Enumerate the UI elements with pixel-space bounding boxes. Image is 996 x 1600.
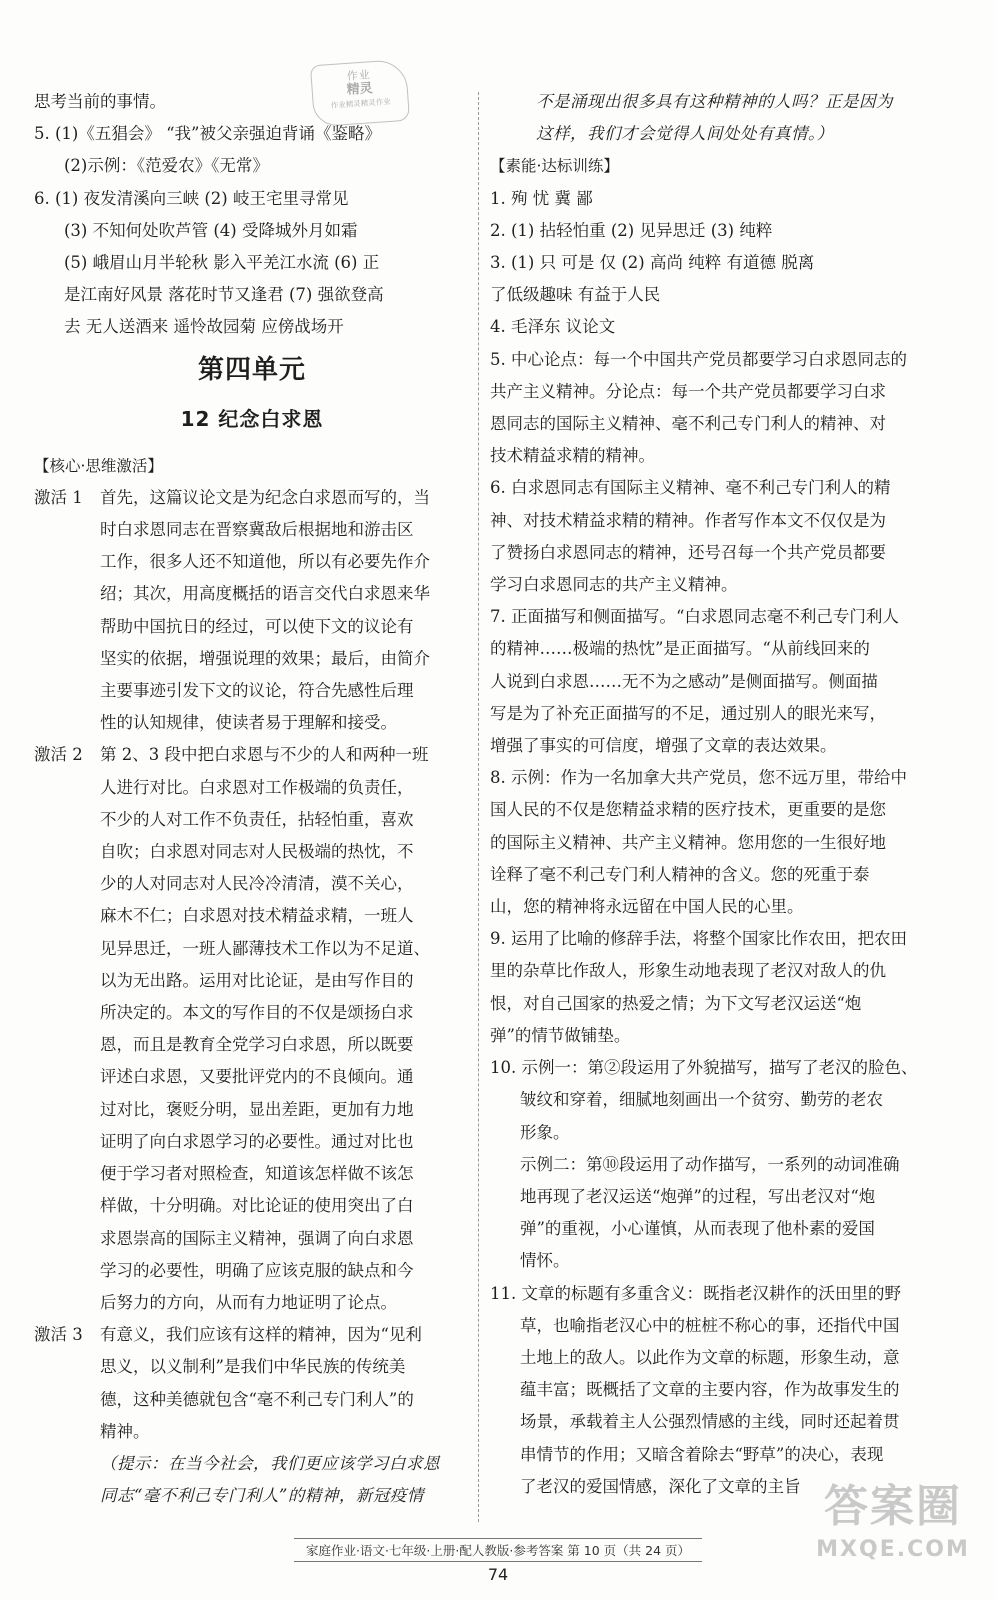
answer-11: 11. 文章的标题有多重含义：既指老汉耕作的沃田里的野 <box>490 1283 901 1303</box>
text-line: 绍；其次，用高度概括的语言交代白求恩来华 <box>100 584 430 604</box>
activation-1-label: 激活 1 <box>34 487 83 507</box>
text-line: 第 2、3 段中把白求恩与不少的人和两种一班 <box>100 745 429 765</box>
answer-1: 1. 殉 忧 冀 鄙 <box>490 188 593 208</box>
text-line: 学习白求恩同志的共产主义精神。 <box>490 575 738 595</box>
text-line: 恩同志的国际主义精神、毫不利己专门利人的精神、对 <box>490 414 886 434</box>
column-divider <box>478 92 479 1522</box>
text-line: 以为无出路。运用对比论证，是由写作目的 <box>100 970 414 990</box>
text-line: 皱纹和穿着，细腻地刻画出一个贫穷、勤劳的老农 <box>520 1090 883 1110</box>
text-line: 性的认知规律，使读者易于理解和接受。 <box>100 713 397 733</box>
activation-2 <box>34 739 470 1319</box>
answer-6-line-5: 去 无人送酒来 遥怜故园菊 应傍战场开 <box>64 317 344 337</box>
text-line: 有意义，我们应该有这样的精神，因为“见利 <box>100 1325 422 1345</box>
answer-10: 10. 示例一：第②段运用了外貌描写，描写了老汉的脸色、 <box>490 1058 918 1078</box>
text-line: 神、对技术精益求精的精神。作者写作本文不仅仅是为 <box>490 510 886 530</box>
text-line: 过对比，褒贬分明，显出差距，更加有力地 <box>100 1099 414 1119</box>
text-line: 所决定的。本文的写作目的不仅是颂扬白求 <box>100 1003 414 1023</box>
answer-6-line-3: (5) 峨眉山月半轮秋 影入平羌江水流 (6) 正 <box>64 253 380 273</box>
answer-2: 2. (1) 拈轻怕重 (2) 见异思迁 (3) 纯粹 <box>490 220 773 240</box>
text-line: 增强了事实的可信度，增强了文章的表达效果。 <box>490 736 837 756</box>
text-line: 弹”的情节做铺垫。 <box>490 1025 631 1045</box>
text-line: 的国际主义精神、共产主义精神。您用您的一生很好地 <box>490 832 886 852</box>
watermark-line-1: 答案圈 <box>824 1481 962 1532</box>
answer-6-line-2: (3) 不知何处吹芦管 (4) 受降城外月如霜 <box>64 220 358 240</box>
lesson-title: 12 纪念白求恩 <box>180 406 324 431</box>
text-line: 的精神……极端的热忱”是正面描写。“从前线回来的 <box>490 639 870 659</box>
text-line: 了老汉的爱国情感，深化了文章的主旨 <box>520 1476 801 1496</box>
site-watermark <box>808 1478 978 1588</box>
right-column <box>490 86 960 1503</box>
answer-3: 3. (1) 只 可是 仅 (2) 高尚 纯粹 有道德 脱离 <box>490 253 815 273</box>
hint-line: 同志“毫不利己专门利人”的精神，新冠疫情 <box>100 1486 424 1506</box>
answer-6-line-4: 是江南好风景 落花时节又逢君 (7) 强欲登高 <box>64 285 384 305</box>
text-line: 评述白求恩，又要批评党内的不良倾向。通 <box>100 1067 414 1087</box>
text-line: 帮助中国抗日的经过，可以使下文的议论有 <box>100 616 414 636</box>
text-line: 学习的必要性，明确了应该克服的缺点和今 <box>100 1260 414 1280</box>
text-line: 恨，对自己国家的热爱之情；为下文写老汉运送“炮 <box>490 993 862 1013</box>
answer-7: 7. 正面描写和侧面描写。“白求恩同志毫不利己专门利人 <box>490 607 899 627</box>
text-line: 少的人对同志对人民冷冷清清，漠不关心， <box>100 874 414 894</box>
hint-line: （提示：在当今社会，我们更应该学习白求恩 <box>100 1453 440 1473</box>
text-line: 见异思迁，一班人鄙薄技术工作以为不足道、 <box>100 938 430 958</box>
text-line: 弹”的重视，小心谨慎，从而表现了他朴素的爱国 <box>520 1219 875 1239</box>
text-line: 形象。 <box>520 1122 570 1142</box>
text-line: 样做，十分明确。对比论证的使用突出了白 <box>100 1196 414 1216</box>
text-line: 场景，承载着主人公强烈情感的主线，同时还起着贯 <box>520 1412 900 1432</box>
text-line: 共产主义精神。分论点：每一个共产党员都要学习白求 <box>490 381 886 401</box>
answer-6: 6. 白求恩同志有国际主义精神、毫不利己专门利人的精 <box>490 478 891 498</box>
text-line: 串情节的作用；又暗含着除去“野草”的决心，表现 <box>520 1444 884 1464</box>
answer-5-2: (2)示例：《范爱农》《无常》 <box>64 156 269 176</box>
text-line: 主要事迹引发下文的议论，符合先感性后理 <box>100 681 414 701</box>
text-line: 自吹；白求恩对同志对人民极端的热忱，不 <box>100 842 414 862</box>
text-line: 思义，以义制利”是我们中华民族的传统美 <box>100 1357 406 1377</box>
text-line: 诠释了毫不利己专门利人精神的含义。您的死重于泰 <box>490 864 870 884</box>
text-line: 后努力的方向，从而有力地证明了论点。 <box>100 1292 397 1312</box>
text-line: 了低级趣味 有益于人民 <box>490 285 661 305</box>
text-line: 德，这种美德就包含“毫不利己专门利人”的 <box>100 1389 414 1409</box>
page-number: 74 <box>487 1565 509 1584</box>
text-line: 写是为了补充正面描写的不足，通过别人的眼光来写， <box>490 703 886 723</box>
section-ability-training: 【素能·达标训练】 <box>490 157 619 176</box>
footer-text: 家庭作业·语文·七年级·上册·配人教版·参考答案 第 10 页（共 24 页） <box>294 1538 702 1562</box>
text-line: 求恩崇高的国际主义精神，强调了向白求恩 <box>100 1228 414 1248</box>
unit-title: 第四单元 <box>197 354 306 385</box>
answer-4: 4. 毛泽东 议论文 <box>490 317 616 337</box>
text-line: 地再现了老汉运送“炮弹”的过程，写出老汉对“炮 <box>520 1186 876 1206</box>
activation-2-label: 激活 2 <box>34 745 83 765</box>
text-line: 精神。 <box>100 1421 150 1441</box>
text-line: 里的杂草比作敌人，形象生动地表现了老汉对敌人的仇 <box>490 961 886 981</box>
hint-line: 不是涌现出很多具有这种精神的人吗？正是因为 <box>536 92 893 111</box>
activation-1 <box>34 482 470 740</box>
text-line: 恩，而且是教育全党学习白求恩，所以既要 <box>100 1035 414 1055</box>
text-line: 证明了向白求恩学习的必要性。通过对比也 <box>100 1131 414 1151</box>
text-line: 土地上的敌人。以此作为文章的标题，形象生动，意 <box>520 1347 900 1367</box>
text-line: 山，您的精神将永远留在中国人民的心里。 <box>490 897 804 917</box>
text-line: 工作，很多人还不知道他，所以有必要先作介 <box>100 552 430 572</box>
answer-5: 5. 中心论点：每一个中国共产党员都要学习白求恩同志的 <box>490 349 907 369</box>
text-line: 便于学习者对照检查，知道该怎样做不该怎 <box>100 1164 414 1184</box>
text-line: 技术精益求精的精神。 <box>490 446 655 466</box>
answer-5-1: 5. (1)《五猖会》 “我”被父亲强迫背诵《鉴略》 <box>34 124 381 144</box>
activation-3 <box>34 1319 470 1512</box>
hint-line: 这样，我们才会觉得人间处处有真情。） <box>536 124 834 144</box>
section-core-thinking: 【核心·思维激活】 <box>34 456 163 475</box>
text-line: 草，也喻指老汉心中的桩桩不称心的事，还指代中国 <box>520 1315 900 1335</box>
answer-9: 9. 运用了比喻的修辞手法，将整个国家比作农田，把农田 <box>490 929 907 949</box>
text-line: 示例二：第⑩段运用了动作描写，一系列的动词准确 <box>520 1154 900 1174</box>
stamp-line-1: 作业 <box>346 68 372 83</box>
text-line: 麻木不仁；白求恩对技术精益求精，一班人 <box>100 906 414 926</box>
activation-3-label: 激活 3 <box>34 1325 83 1345</box>
text-line: 坚实的依据，增强说理的效果；最后，由简介 <box>100 648 430 668</box>
answer-6-line-1: 6. (1) 夜发清溪向三峡 (2) 岐王宅里寻常见 <box>34 188 349 208</box>
text-line: 人说到白求恩……无不为之感动”是侧面描写。侧面描 <box>490 671 878 691</box>
text-line: 首先，这篇议论文是为纪念白求恩而写的，当 <box>100 487 430 507</box>
text-line: 不少的人对工作不负责任，拈轻怕重，喜欢 <box>100 809 414 829</box>
answer-8: 8. 示例：作为一名加拿大共产党员，您不远万里，带给中 <box>490 768 907 788</box>
stamp-line-2: 精灵 <box>346 81 374 98</box>
text-line: 思考当前的事情。 <box>34 92 166 111</box>
text-line: 蕴丰富；既概括了文章的主要内容，作为故事发生的 <box>520 1380 900 1400</box>
text-line: 时白求恩同志在晋察冀敌后根据地和游击区 <box>100 520 414 540</box>
left-column <box>34 86 470 1512</box>
text-line: 人进行对比。白求恩对工作极端的负责任， <box>100 777 414 797</box>
watermark-line-2: MXQE.COM <box>816 1537 970 1562</box>
text-line: 国人民的不仅是您精益求精的医疗技术，更重要的是您 <box>490 800 886 820</box>
text-line: 情怀。 <box>520 1251 570 1271</box>
stamp-line-3: 作业精灵精灵作业 <box>330 96 391 111</box>
text-line: 了赞扬白求恩同志的精神，还号召每一个共产党员都要 <box>490 542 886 562</box>
